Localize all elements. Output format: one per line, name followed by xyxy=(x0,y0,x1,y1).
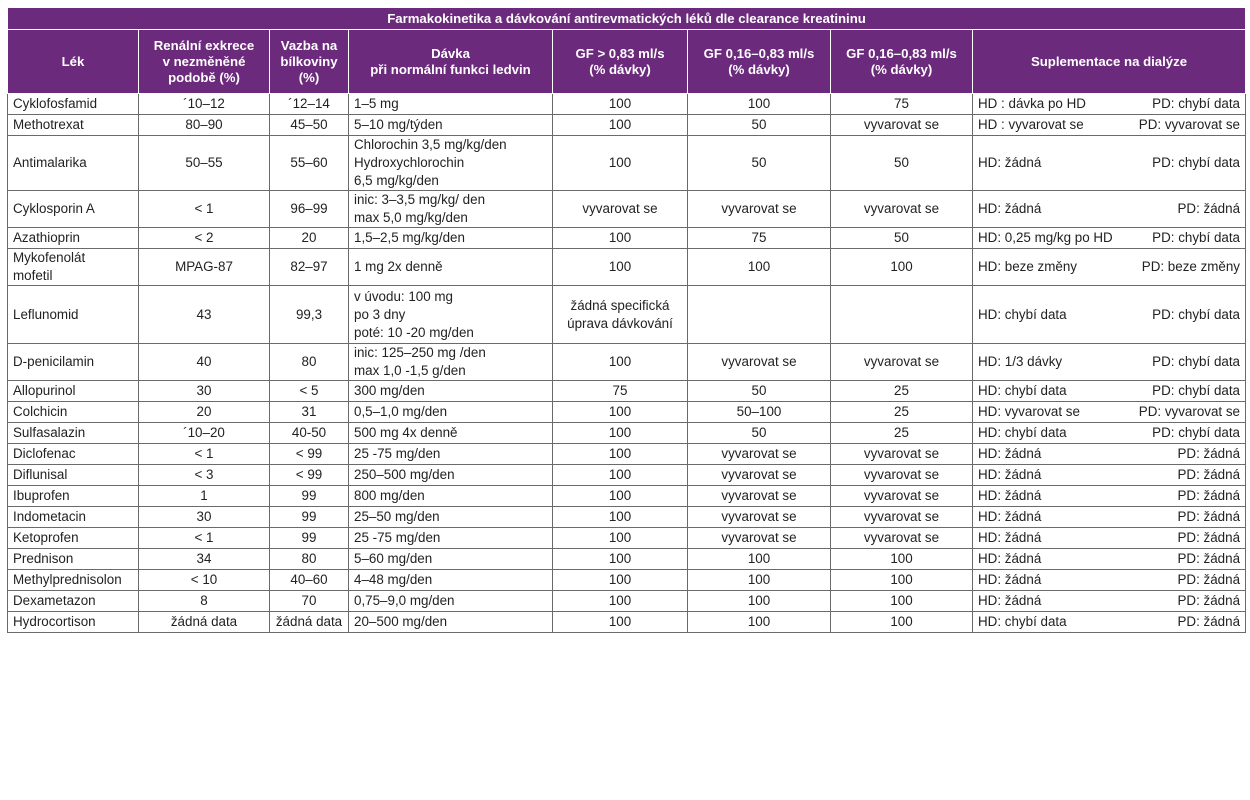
normal-dose: inic: 125–250 mg /den max 1,0 -1,5 g/den xyxy=(349,344,553,381)
protein-binding: 96–99 xyxy=(270,191,349,228)
protein-binding: žádná data xyxy=(270,612,349,633)
drug-name: Ketoprofen xyxy=(8,528,139,549)
gf-high-dose: 100 xyxy=(553,549,688,570)
pd-value: PD: žádná xyxy=(1177,551,1241,566)
dialysis-supplementation xyxy=(973,528,1246,549)
gf-mid-dose-2: vyvarovat se xyxy=(831,344,973,381)
normal-dose: inic: 3–3,5 mg/kg/ den max 5,0 mg/kg/den xyxy=(349,191,553,228)
pd-value: PD: žádná xyxy=(1177,509,1241,524)
gf-high-dose: 100 xyxy=(553,402,688,423)
hd-value: HD: 0,25 mg/kg po HD xyxy=(978,230,1113,245)
hd-value: HD: žádná xyxy=(978,551,1042,566)
protein-binding: 99 xyxy=(270,486,349,507)
renal-excretion: < 10 xyxy=(139,570,270,591)
dialysis-supplementation xyxy=(973,612,1246,633)
renal-excretion: < 1 xyxy=(139,528,270,549)
hd-value: HD: žádná xyxy=(978,509,1042,524)
dialysis-supplementation xyxy=(973,94,1246,115)
drug-name: Colchicin xyxy=(8,402,139,423)
renal-excretion: MPAG-87 xyxy=(139,249,270,286)
hd-value: HD: beze změny xyxy=(978,259,1077,274)
drug-name: Dexametazon xyxy=(8,591,139,612)
drug-name: Leflunomid xyxy=(8,286,139,344)
header-gf-high: GF > 0,83 ml/s (% dávky) xyxy=(553,30,688,94)
normal-dose: 1 mg 2x denně xyxy=(349,249,553,286)
normal-dose: Chlorochin 3,5 mg/kg/den Hydroxychlorochin 6,5 mg/kg/den xyxy=(349,136,553,191)
hd-value: HD: 1/3 dávky xyxy=(978,354,1063,369)
drug-name: Azathioprin xyxy=(8,228,139,249)
header-dose: Dávka při normální funkci ledvin xyxy=(349,30,553,94)
table-row xyxy=(8,612,1246,633)
gf-mid-dose-1: 100 xyxy=(688,591,831,612)
renal-excretion: < 1 xyxy=(139,444,270,465)
pd-value: PD: žádná xyxy=(1177,488,1241,503)
gf-high-dose: 100 xyxy=(553,507,688,528)
protein-binding: 99,3 xyxy=(270,286,349,344)
gf-mid-dose-2: 25 xyxy=(831,402,973,423)
header-gf-mid-1: GF 0,16–0,83 ml/s (% dávky) xyxy=(688,30,831,94)
table-container xyxy=(7,7,1245,633)
drug-name: Diclofenac xyxy=(8,444,139,465)
pd-value: PD: chybí data xyxy=(1152,306,1241,322)
drug-name: Mykofenolát mofetil xyxy=(8,249,139,286)
gf-mid-dose-2: 50 xyxy=(831,136,973,191)
normal-dose: 20–500 mg/den xyxy=(349,612,553,633)
drug-name: Methylprednisolon xyxy=(8,570,139,591)
gf-mid-dose-1: 50 xyxy=(688,136,831,191)
gf-mid-dose-2: 75 xyxy=(831,94,973,115)
gf-mid-dose-2: 100 xyxy=(831,612,973,633)
dialysis-supplementation xyxy=(973,402,1246,423)
protein-binding: 40-50 xyxy=(270,423,349,444)
protein-binding: 99 xyxy=(270,507,349,528)
pd-value: PD: žádná xyxy=(1177,201,1241,216)
gf-mid-dose-1: 100 xyxy=(688,549,831,570)
table-row xyxy=(8,570,1246,591)
gf-mid-dose-2: vyvarovat se xyxy=(831,507,973,528)
gf-mid-dose-1: 100 xyxy=(688,94,831,115)
hd-value: HD: vyvarovat se xyxy=(978,404,1080,419)
gf-high-dose: 100 xyxy=(553,228,688,249)
drug-name: Cyklofosfamid xyxy=(8,94,139,115)
gf-high-dose: 100 xyxy=(553,486,688,507)
hd-value: HD: žádná xyxy=(978,467,1042,482)
pd-value: PD: chybí data xyxy=(1152,230,1241,245)
table-row xyxy=(8,444,1246,465)
dialysis-supplementation xyxy=(973,570,1246,591)
table-row xyxy=(8,549,1246,570)
protein-binding: 70 xyxy=(270,591,349,612)
protein-binding: 82–97 xyxy=(270,249,349,286)
dialysis-supplementation xyxy=(973,507,1246,528)
gf-mid-dose-1: vyvarovat se xyxy=(688,507,831,528)
drug-name: Cyklosporin A xyxy=(8,191,139,228)
renal-excretion: 30 xyxy=(139,507,270,528)
protein-binding: < 5 xyxy=(270,381,349,402)
renal-excretion: < 1 xyxy=(139,191,270,228)
normal-dose: 500 mg 4x denně xyxy=(349,423,553,444)
protein-binding: 31 xyxy=(270,402,349,423)
gf-mid-dose-2: 100 xyxy=(831,549,973,570)
gf-mid-dose-1: 100 xyxy=(688,249,831,286)
dialysis-supplementation xyxy=(973,344,1246,381)
drug-name: Methotrexat xyxy=(8,115,139,136)
dialysis-supplementation xyxy=(973,486,1246,507)
gf-mid-dose-1: vyvarovat se xyxy=(688,528,831,549)
dialysis-supplementation xyxy=(973,423,1246,444)
renal-excretion: 20 xyxy=(139,402,270,423)
normal-dose: 250–500 mg/den xyxy=(349,465,553,486)
pd-value: PD: žádná xyxy=(1177,614,1241,629)
dialysis-supplementation xyxy=(973,549,1246,570)
table-row xyxy=(8,381,1246,402)
normal-dose: 5–10 mg/týden xyxy=(349,115,553,136)
renal-excretion: 1 xyxy=(139,486,270,507)
pd-value: PD: žádná xyxy=(1177,467,1241,482)
normal-dose: 4–48 mg/den xyxy=(349,570,553,591)
table-row xyxy=(8,286,1246,344)
gf-mid-dose-2: 100 xyxy=(831,591,973,612)
hd-value: HD: chybí data xyxy=(978,614,1067,629)
pd-value: PD: beze změny xyxy=(1141,259,1241,274)
pd-value: PD: žádná xyxy=(1177,446,1241,461)
renal-excretion: žádná data xyxy=(139,612,270,633)
table-row xyxy=(8,465,1246,486)
gf-mid-dose-1 xyxy=(688,286,831,344)
gf-mid-dose-2: vyvarovat se xyxy=(831,486,973,507)
gf-high-dose: 100 xyxy=(553,136,688,191)
protein-binding: ´12–14 xyxy=(270,94,349,115)
pd-value: PD: chybí data xyxy=(1152,425,1241,440)
table-row xyxy=(8,115,1246,136)
pd-value: PD: chybí data xyxy=(1152,155,1241,170)
protein-binding: 55–60 xyxy=(270,136,349,191)
gf-mid-dose-1: vyvarovat se xyxy=(688,465,831,486)
hd-value: HD: žádná xyxy=(978,201,1042,216)
normal-dose: 25 -75 mg/den xyxy=(349,528,553,549)
dialysis-supplementation xyxy=(973,286,1246,344)
normal-dose: 25 -75 mg/den xyxy=(349,444,553,465)
protein-binding: 80 xyxy=(270,344,349,381)
dialysis-supplementation xyxy=(973,444,1246,465)
normal-dose: 800 mg/den xyxy=(349,486,553,507)
protein-binding: 45–50 xyxy=(270,115,349,136)
gf-mid-dose-1: 50 xyxy=(688,381,831,402)
drug-name: Sulfasalazin xyxy=(8,423,139,444)
protein-binding: 20 xyxy=(270,228,349,249)
dialysis-supplementation xyxy=(973,191,1246,228)
gf-mid-dose-1: 50–100 xyxy=(688,402,831,423)
table-row xyxy=(8,228,1246,249)
dialysis-supplementation xyxy=(973,115,1246,136)
hd-value: HD: chybí data xyxy=(978,306,1067,322)
gf-high-dose: 100 xyxy=(553,94,688,115)
pd-value: PD: žádná xyxy=(1177,572,1241,587)
drug-name: Indometacin xyxy=(8,507,139,528)
gf-mid-dose-2: vyvarovat se xyxy=(831,528,973,549)
renal-excretion: 30 xyxy=(139,381,270,402)
drug-name: Antimalarika xyxy=(8,136,139,191)
drug-name: Diflunisal xyxy=(8,465,139,486)
table-row xyxy=(8,591,1246,612)
pd-value: PD: žádná xyxy=(1177,593,1241,608)
hd-value: HD : vyvarovat se xyxy=(978,117,1084,132)
gf-high-dose: 100 xyxy=(553,423,688,444)
renal-excretion: < 3 xyxy=(139,465,270,486)
drug-name: Hydrocortison xyxy=(8,612,139,633)
dialysis-supplementation xyxy=(973,381,1246,402)
normal-dose: v úvodu: 100 mg po 3 dny poté: 10 -20 mg/den xyxy=(349,286,553,344)
table-row xyxy=(8,191,1246,228)
gf-mid-dose-2: 100 xyxy=(831,570,973,591)
dialysis-supplementation xyxy=(973,465,1246,486)
table-row xyxy=(8,136,1246,191)
drug-name: Prednison xyxy=(8,549,139,570)
hd-value: HD: žádná xyxy=(978,593,1042,608)
dosing-table xyxy=(7,7,1246,633)
hd-value: HD: chybí data xyxy=(978,425,1067,440)
gf-mid-dose-1: vyvarovat se xyxy=(688,444,831,465)
table-row xyxy=(8,94,1246,115)
protein-binding: 80 xyxy=(270,549,349,570)
gf-mid-dose-2: vyvarovat se xyxy=(831,444,973,465)
gf-mid-dose-2: 25 xyxy=(831,423,973,444)
protein-binding: < 99 xyxy=(270,444,349,465)
table-row xyxy=(8,486,1246,507)
dialysis-supplementation xyxy=(973,591,1246,612)
pd-value: PD: žádná xyxy=(1177,530,1241,545)
gf-high-dose: 100 xyxy=(553,612,688,633)
hd-value: HD: chybí data xyxy=(978,383,1067,398)
hd-value: HD: žádná xyxy=(978,446,1042,461)
gf-mid-dose-1: vyvarovat se xyxy=(688,191,831,228)
table-row xyxy=(8,528,1246,549)
gf-high-dose: 100 xyxy=(553,591,688,612)
hd-value: HD: žádná xyxy=(978,572,1042,587)
gf-mid-dose-1: 100 xyxy=(688,612,831,633)
header-renal-excretion: Renální exkrece v nezměněné podobě (%) xyxy=(139,30,270,94)
gf-mid-dose-1: 100 xyxy=(688,570,831,591)
table-row xyxy=(8,344,1246,381)
table-row xyxy=(8,507,1246,528)
gf-high-dose: 100 xyxy=(553,344,688,381)
gf-high-dose: 100 xyxy=(553,115,688,136)
normal-dose: 1–5 mg xyxy=(349,94,553,115)
gf-high-dose: 100 xyxy=(553,528,688,549)
normal-dose: 0,75–9,0 mg/den xyxy=(349,591,553,612)
normal-dose: 25–50 mg/den xyxy=(349,507,553,528)
table-row xyxy=(8,249,1246,286)
gf-mid-dose-1: 75 xyxy=(688,228,831,249)
renal-excretion: 50–55 xyxy=(139,136,270,191)
gf-high-dose: vyvarovat se xyxy=(553,191,688,228)
renal-excretion: 43 xyxy=(139,286,270,344)
normal-dose: 1,5–2,5 mg/kg/den xyxy=(349,228,553,249)
table-body xyxy=(8,94,1246,633)
dialysis-supplementation xyxy=(973,228,1246,249)
table-title: Farmakokinetika a dávkování antirevmatických léků dle clearance kreatininu xyxy=(8,8,1246,30)
renal-excretion: < 2 xyxy=(139,228,270,249)
gf-mid-dose-1: vyvarovat se xyxy=(688,344,831,381)
pd-value: PD: vyvarovat se xyxy=(1138,117,1241,132)
renal-excretion: 34 xyxy=(139,549,270,570)
gf-mid-dose-1: vyvarovat se xyxy=(688,486,831,507)
gf-mid-dose-2: vyvarovat se xyxy=(831,465,973,486)
normal-dose: 0,5–1,0 mg/den xyxy=(349,402,553,423)
gf-high-dose: 75 xyxy=(553,381,688,402)
protein-binding: < 99 xyxy=(270,465,349,486)
gf-mid-dose-2: 100 xyxy=(831,249,973,286)
drug-name: D-penicilamin xyxy=(8,344,139,381)
table-row xyxy=(8,423,1246,444)
hd-value: HD : dávka po HD xyxy=(978,96,1086,111)
renal-excretion: ´10–20 xyxy=(139,423,270,444)
pd-value: PD: vyvarovat se xyxy=(1138,404,1241,419)
gf-mid-dose-2: 25 xyxy=(831,381,973,402)
header-gf-mid-2: GF 0,16–0,83 ml/s (% dávky) xyxy=(831,30,973,94)
gf-high-dose: 100 xyxy=(553,444,688,465)
header-drug: Lék xyxy=(8,30,139,94)
gf-mid-dose-1: 50 xyxy=(688,115,831,136)
hd-value: HD: žádná xyxy=(978,488,1042,503)
header-protein-binding: Vazba na bílkoviny (%) xyxy=(270,30,349,94)
header-dialysis-supplementation: Suplementace na dialýze xyxy=(973,30,1246,94)
drug-name: Ibuprofen xyxy=(8,486,139,507)
protein-binding: 99 xyxy=(270,528,349,549)
gf-high-dose: 100 xyxy=(553,570,688,591)
renal-excretion: 40 xyxy=(139,344,270,381)
gf-mid-dose-2: vyvarovat se xyxy=(831,115,973,136)
hd-value: HD: žádná xyxy=(978,155,1042,170)
gf-mid-dose-2: 50 xyxy=(831,228,973,249)
gf-mid-dose-2: vyvarovat se xyxy=(831,191,973,228)
gf-high-dose: 100 xyxy=(553,465,688,486)
gf-high-dose: 100 xyxy=(553,249,688,286)
pd-value: PD: chybí data xyxy=(1152,354,1241,369)
dialysis-supplementation xyxy=(973,136,1246,191)
renal-excretion: 8 xyxy=(139,591,270,612)
pd-value: PD: chybí data xyxy=(1152,383,1241,398)
hd-value: HD: žádná xyxy=(978,530,1042,545)
pd-value: PD: chybí data xyxy=(1152,96,1241,111)
gf-mid-dose-1: 50 xyxy=(688,423,831,444)
protein-binding: 40–60 xyxy=(270,570,349,591)
table-row xyxy=(8,402,1246,423)
gf-high-dose: žádná specifická úprava dávkování xyxy=(553,286,688,344)
gf-mid-dose-2 xyxy=(831,286,973,344)
renal-excretion: 80–90 xyxy=(139,115,270,136)
drug-name: Allopurinol xyxy=(8,381,139,402)
dialysis-supplementation xyxy=(973,249,1246,286)
renal-excretion: ´10–12 xyxy=(139,94,270,115)
normal-dose: 300 mg/den xyxy=(349,381,553,402)
normal-dose: 5–60 mg/den xyxy=(349,549,553,570)
